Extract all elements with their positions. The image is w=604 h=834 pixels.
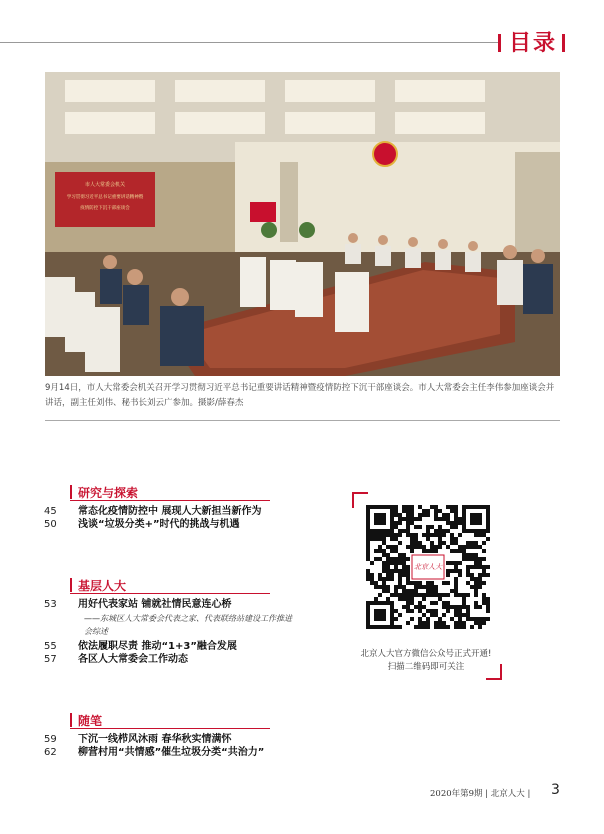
section-rule bbox=[70, 593, 270, 594]
section-tick bbox=[70, 578, 72, 592]
toc-entry-subtitle: ——东城区人大常委会代表之家、代表联络站建设工作推进会综述 bbox=[84, 614, 292, 636]
toc-entry[interactable]: 柳营村用“共情感”催生垃圾分类“共治力” bbox=[78, 747, 265, 758]
section-tick bbox=[70, 713, 72, 727]
toc-entry[interactable]: 下沉一线栉风沐雨 春华秋实情满怀 bbox=[78, 734, 232, 745]
toc-entry[interactable]: 用好代表家站 铺就社情民意连心桥 bbox=[78, 599, 232, 610]
page-title: 目录 bbox=[509, 31, 558, 56]
banner-line-2: 学习贯彻习近平总书记重要讲话精神暨 bbox=[66, 195, 144, 200]
section-title-essays: 随笔 bbox=[78, 714, 103, 728]
toc-page: 57 bbox=[44, 654, 57, 665]
toc-page: 62 bbox=[44, 747, 57, 758]
section-tick bbox=[70, 485, 72, 499]
qr-frame-corner bbox=[486, 664, 502, 680]
toc-page: 53 bbox=[44, 599, 57, 610]
toc-page: 59 bbox=[44, 734, 57, 745]
issue-footer: 2020年第9期 | 北京人大 | bbox=[430, 789, 531, 799]
qr-caption-line-1: 北京人大官方微信公众号正式开通! bbox=[360, 649, 492, 659]
header-tick-left bbox=[498, 34, 501, 52]
banner-line-3: 疫情防控下沉干部座谈会 bbox=[80, 206, 130, 211]
header-tick-right bbox=[562, 34, 565, 52]
section-title-grassroots: 基层人大 bbox=[78, 579, 127, 593]
toc-page: 50 bbox=[44, 519, 57, 530]
header-rule bbox=[0, 42, 498, 43]
toc-entry[interactable]: 依法履职尽责 推动“1+3”融合发展 bbox=[78, 641, 237, 652]
section-rule bbox=[70, 500, 270, 501]
toc-entry[interactable]: 常态化疫情防控中 展现人大新担当新作为 bbox=[78, 506, 262, 517]
section-rule bbox=[70, 728, 270, 729]
toc-page: 55 bbox=[44, 641, 57, 652]
caption-rule bbox=[45, 420, 560, 421]
toc-entry[interactable]: 浅谈“垃圾分类+”时代的挑战与机遇 bbox=[78, 519, 240, 530]
toc-page: 45 bbox=[44, 506, 57, 517]
page-number: 3 bbox=[551, 782, 560, 798]
toc-entry[interactable]: 各区人大常委会工作动态 bbox=[78, 654, 188, 665]
qr-caption-line-2: 扫描二维码即可关注 bbox=[387, 662, 465, 672]
meeting-photo bbox=[45, 72, 560, 376]
photo-caption: 9月14日，市人大常委会机关召开学习贯彻习近平总书记重要讲话精神暨疫情防控下沉干部座谈会。市人大常委会主任李伟参加座谈会并讲话，副主任刘伟、秘书长刘云广参加。摄影/薛春杰 bbox=[45, 383, 555, 408]
qr-center-label: 北京人大 bbox=[414, 563, 442, 571]
banner-line-1: 市人大常委会机关 bbox=[84, 182, 126, 188]
section-title-research: 研究与探索 bbox=[78, 486, 139, 500]
wechat-qr-code[interactable] bbox=[366, 505, 490, 629]
